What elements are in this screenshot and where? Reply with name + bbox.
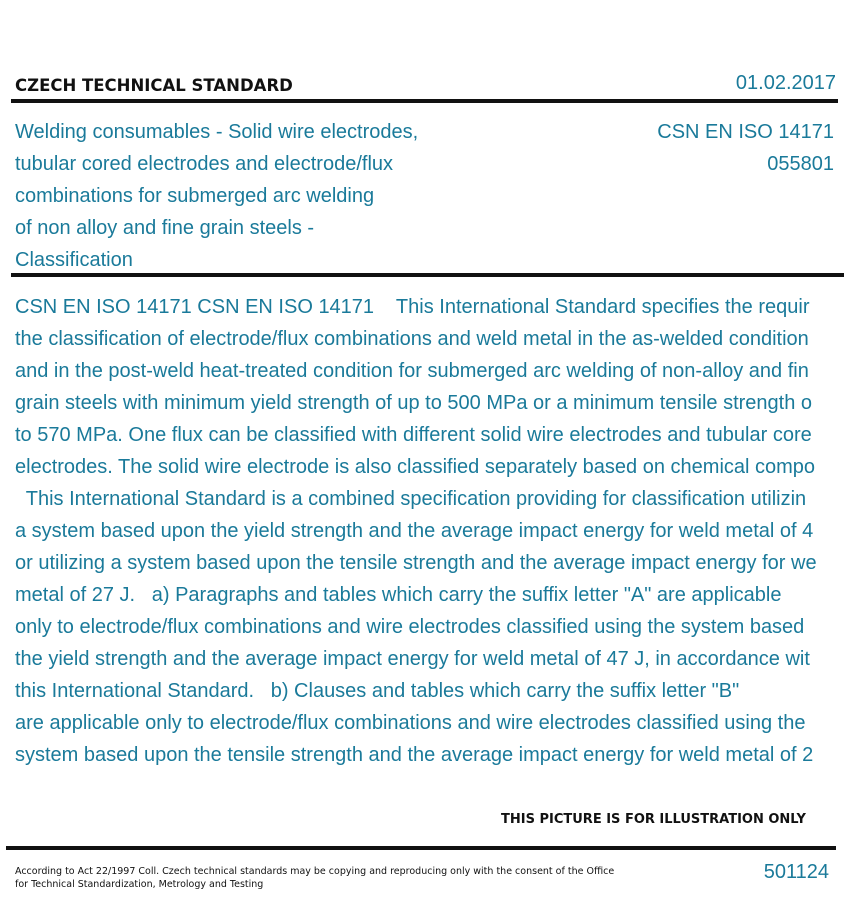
footer-code: 501124 xyxy=(763,861,829,883)
bottom-rule xyxy=(6,846,836,850)
standard-code-block xyxy=(657,116,834,180)
abstract-line: CSN EN ISO 14171 CSN EN ISO 14171 This International Standard specifies the requir xyxy=(15,296,810,318)
abstract-line: this International Standard. b) Clauses and tables which carry the suffix letter "B" xyxy=(15,680,740,702)
abstract-text xyxy=(15,291,865,771)
header-label: CZECH TECHNICAL STANDARD xyxy=(15,76,293,95)
middle-rule xyxy=(11,273,844,277)
abstract-line: the classification of electrode/flux combinations and weld metal in the as-welded condition xyxy=(15,328,809,350)
class-number: 055801 xyxy=(767,153,834,175)
abstract-line: grain steels with minimum yield strength of up to 500 MPa or a minimum tensile strength o xyxy=(15,392,813,414)
standard-code: CSN EN ISO 14171 xyxy=(657,121,834,143)
abstract-line: electrodes. The solid wire electrode is also classified separately based on chemical compo xyxy=(15,456,816,478)
header-date: 01.02.2017 xyxy=(735,72,836,94)
abstract-line: metal of 27 J. a) Paragraphs and tables which carry the suffix letter "A" are applicable xyxy=(15,584,782,606)
abstract-line: to 570 MPa. One flux can be classified with different solid wire electrodes and tubular core xyxy=(15,424,812,446)
top-rule xyxy=(11,99,838,103)
abstract-line: a system based upon the yield strength and the average impact energy for weld metal of 4 xyxy=(15,520,814,542)
abstract-line: are applicable only to electrode/flux combinations and wire electrodes classified using the xyxy=(15,712,806,734)
document-title: Welding consumables - Solid wire electrodes, tubular cored electrodes and electrode/flux combinations for submerged arc welding of non alloy and fine grain steels - Classification xyxy=(15,121,419,271)
abstract-line: only to electrode/flux combinations and wire electrodes classified using the system based xyxy=(15,616,805,638)
abstract-line: This International Standard is a combined specification providing for classification utilizin xyxy=(15,488,807,510)
footer-legal-note: According to Act 22/1997 Coll. Czech technical standards may be copying and reproducing only with the consent of the Office for Technical Standardization, Metrology and Testing xyxy=(15,866,615,890)
illustration-note: THIS PICTURE IS FOR ILLUSTRATION ONLY xyxy=(501,812,806,827)
abstract-line: the yield strength and the average impact energy for weld metal of 47 J, in accordance wit xyxy=(15,648,810,670)
abstract-line: system based upon the tensile strength and the average impact energy for weld metal of 2 xyxy=(15,744,814,766)
abstract-line: and in the post-weld heat-treated condition for submerged arc welding of non-alloy and fin xyxy=(15,360,809,382)
abstract-line: or utilizing a system based upon the tensile strength and the average impact energy for we xyxy=(15,552,817,574)
